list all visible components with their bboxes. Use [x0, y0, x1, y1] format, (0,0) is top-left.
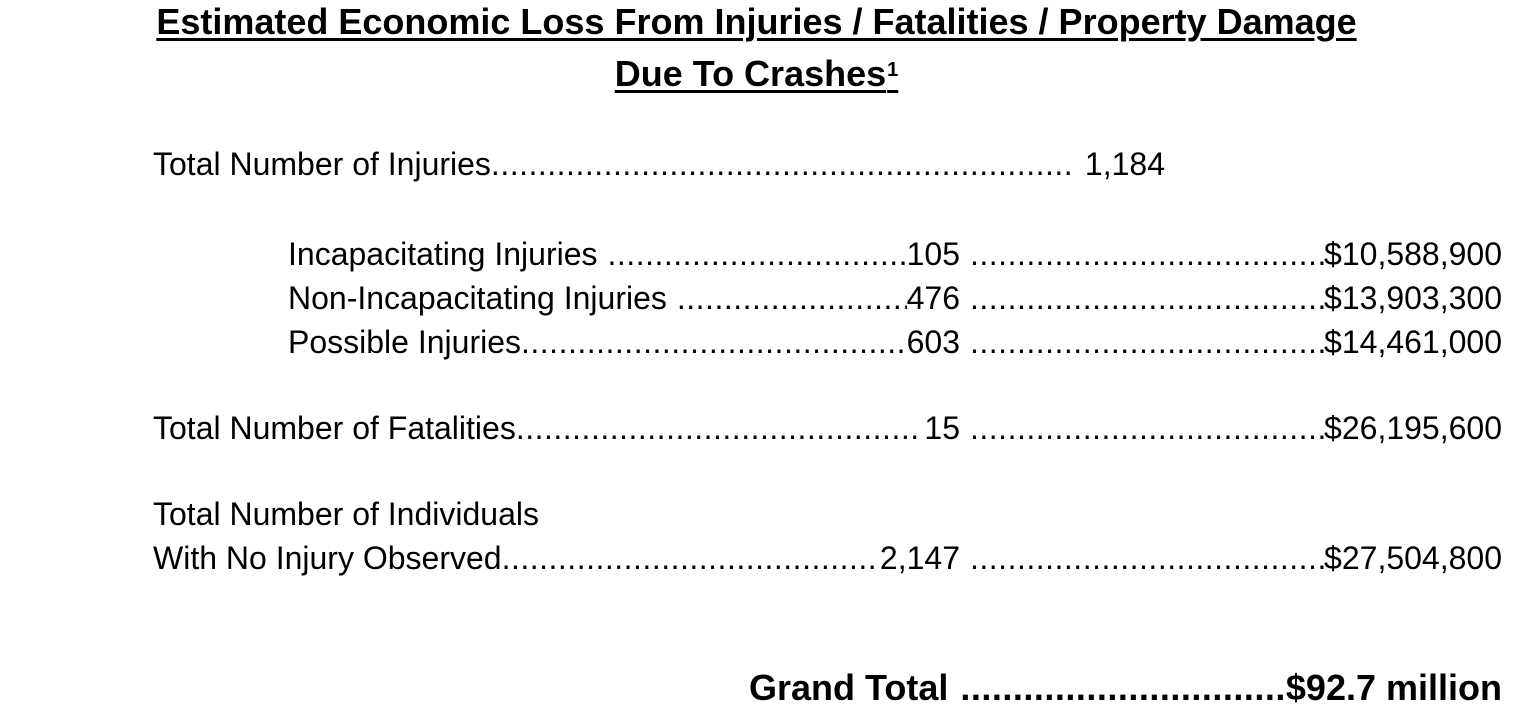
- dot-leader: [608, 234, 907, 274]
- report-title: [0, 2, 1513, 42]
- injury-type-label: Possible Injuries: [288, 324, 521, 360]
- total-injuries-count: 1,184: [1084, 146, 1165, 182]
- injury-type-label: Non-Incapacitating Injuries: [288, 280, 667, 316]
- dot-leader: [970, 408, 1324, 448]
- dot-leader: [970, 278, 1324, 318]
- dot-leader: [970, 538, 1324, 578]
- injury-type-count: 105: [906, 236, 960, 272]
- report-title-line2: Due To Crashes: [614, 53, 887, 94]
- dot-leader: [970, 234, 1324, 274]
- no-injury-label-row: [153, 494, 539, 534]
- no-injury-row: [153, 538, 1502, 578]
- dot-leader: [502, 538, 880, 578]
- injury-type-count: 603: [906, 324, 960, 360]
- dot-leader: [677, 278, 907, 318]
- no-injury-label-line1: Total Number of Individuals: [153, 496, 539, 532]
- injury-breakdown-row: [288, 278, 1502, 318]
- grand-total-label: Grand Total: [749, 667, 949, 708]
- total-injuries-label: Total Number of Injuries: [153, 146, 491, 182]
- fatalities-count: 15: [924, 410, 960, 446]
- grand-total-amount: $92.7 million: [1285, 667, 1502, 708]
- dot-leader: [516, 408, 919, 448]
- report-subtitle: [0, 54, 1513, 94]
- dot-leader: [960, 668, 1286, 708]
- injury-breakdown-row: [288, 322, 1502, 362]
- fatalities-row: [153, 408, 1502, 448]
- dot-leader: [970, 322, 1324, 362]
- injury-type-amount: $13,903,300: [1324, 280, 1502, 316]
- dot-leader: [521, 322, 907, 362]
- dot-leader: [491, 144, 1075, 184]
- fatalities-label: Total Number of Fatalities: [153, 410, 516, 446]
- no-injury-label-line2: With No Injury Observed: [153, 540, 502, 576]
- fatalities-amount: $26,195,600: [1324, 410, 1502, 446]
- injury-type-amount: $14,461,000: [1324, 324, 1502, 360]
- injury-type-count: 476: [906, 280, 960, 316]
- no-injury-count: 2,147: [879, 540, 960, 576]
- no-injury-amount: $27,504,800: [1324, 540, 1502, 576]
- total-injuries-row: [153, 144, 1165, 184]
- grand-total-row: [749, 668, 1502, 708]
- report-title-line1: Estimated Economic Loss From Injuries / Fatalities / Property Damage: [156, 1, 1357, 42]
- injury-breakdown-row: [288, 234, 1502, 274]
- footnote-marker: 1: [887, 59, 899, 81]
- injury-type-amount: $10,588,900: [1324, 236, 1502, 272]
- injury-type-label: Incapacitating Injuries: [288, 236, 598, 272]
